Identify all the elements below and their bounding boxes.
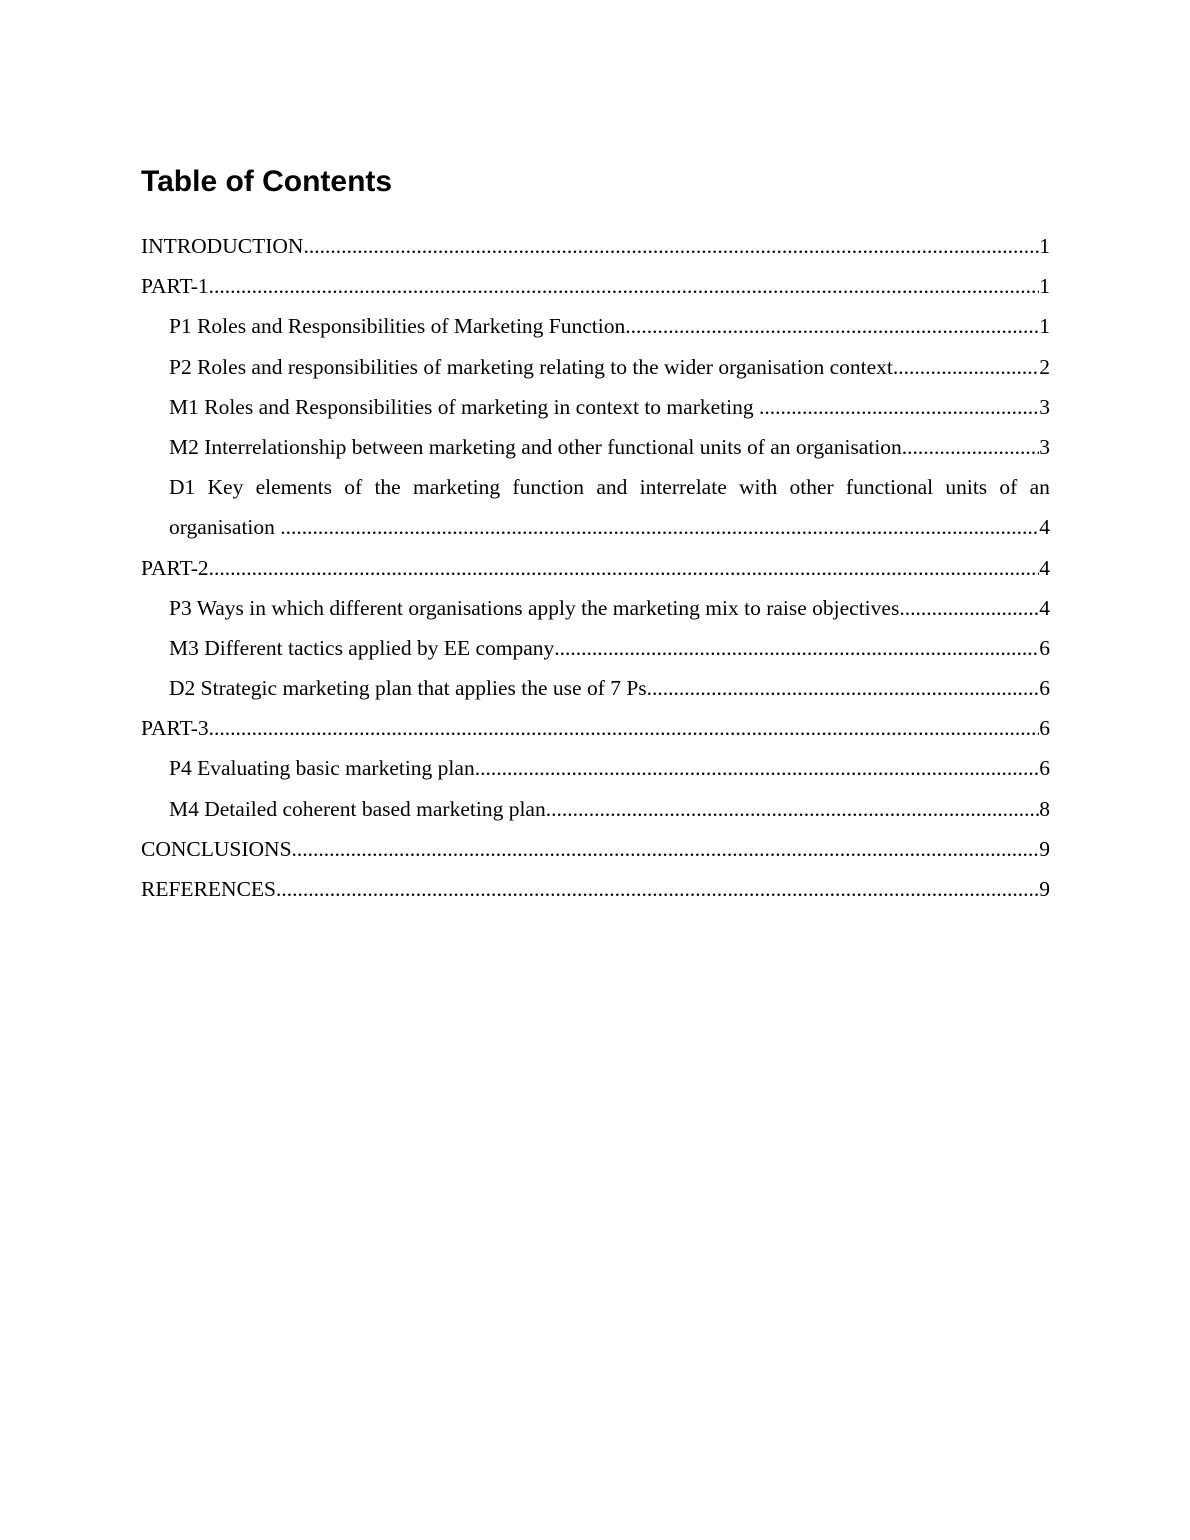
toc-dot-leader <box>280 507 1039 547</box>
toc-entry-conclusions[interactable] <box>141 829 1050 869</box>
toc-dot-leader <box>209 266 1040 306</box>
toc-entry-label: P3 Ways in which different organisations apply the marketing mix to raise objectives <box>169 595 900 620</box>
toc-page-number: 1 <box>1039 234 1050 258</box>
toc-entry-m2[interactable] <box>169 427 1050 467</box>
toc-dot-leader <box>899 588 1039 628</box>
toc-entry-m3[interactable] <box>169 628 1050 668</box>
toc-page-number: 3 <box>1039 394 1050 419</box>
toc-page-number: 6 <box>1039 716 1050 741</box>
toc-entry-label: M1 Roles and Responsibilities of marketing in context to marketing <box>169 394 759 419</box>
toc-entry-label: PART-3 <box>141 716 209 741</box>
toc-dot-leader <box>209 708 1040 748</box>
toc-dot-leader <box>647 668 1040 708</box>
toc-dot-leader <box>625 306 1039 346</box>
toc-list <box>141 226 1050 909</box>
toc-page-number: 3 <box>1039 434 1050 459</box>
toc-dot-leader <box>475 748 1040 788</box>
toc-entry-p1[interactable] <box>169 306 1050 346</box>
toc-title: Table of Contents <box>141 165 393 198</box>
toc-entry-label: M3 Different tactics applied by EE company <box>169 635 555 660</box>
toc-entry-references[interactable] <box>141 869 1050 909</box>
toc-entry-p2[interactable] <box>169 347 1050 387</box>
toc-page-number: 6 <box>1039 676 1050 701</box>
toc-entry-part-3[interactable] <box>141 708 1050 748</box>
toc-dot-leader <box>546 789 1040 829</box>
toc-entry-label: P1 Roles and Responsibilities of Marketing Function <box>169 314 626 339</box>
toc-page-number: 4 <box>1039 595 1050 620</box>
toc-dot-leader <box>893 347 1039 387</box>
toc-page-number: 9 <box>1039 836 1050 861</box>
toc-entry-label: M2 Interrelationship between marketing and other functional units of an organisation <box>169 434 902 459</box>
toc-entry-label: PART-2 <box>141 555 209 580</box>
toc-dot-leader <box>303 226 1039 266</box>
toc-dot-leader <box>902 427 1039 467</box>
toc-entry-part-1[interactable] <box>141 266 1050 306</box>
toc-page-number: 6 <box>1039 635 1050 660</box>
toc-dot-leader <box>292 829 1040 869</box>
toc-entry-p3[interactable] <box>169 588 1050 628</box>
toc-entry-label: INTRODUCTION <box>141 234 304 258</box>
toc-entry-label: P4 Evaluating basic marketing plan <box>169 756 475 781</box>
toc-entry-d1[interactable] <box>169 467 1050 547</box>
toc-dot-leader <box>759 387 1039 427</box>
toc-page-number: 9 <box>1039 877 1050 901</box>
toc-entry-label: REFERENCES <box>141 877 276 901</box>
toc-entry-label: PART-1 <box>141 274 209 299</box>
toc-entry-p4[interactable] <box>169 748 1050 788</box>
toc-dot-leader <box>276 869 1039 909</box>
toc-entry-m4[interactable] <box>169 789 1050 829</box>
toc-page-number: 2 <box>1039 354 1050 379</box>
toc-page-number: 1 <box>1039 274 1050 299</box>
toc-entry-label: P2 Roles and responsibilities of marketing relating to the wider organisation context <box>169 354 893 379</box>
toc-entry-introduction[interactable] <box>141 226 1050 266</box>
toc-entry-label: organisation <box>169 515 281 540</box>
toc-page-number: 4 <box>1039 515 1050 540</box>
toc-page-number: 8 <box>1039 796 1050 821</box>
toc-entry-label: M4 Detailed coherent based marketing plan <box>169 796 546 821</box>
toc-dot-leader <box>209 548 1040 588</box>
toc-dot-leader <box>554 628 1039 668</box>
toc-page-number: 4 <box>1039 555 1050 580</box>
toc-entry-label: D2 Strategic marketing plan that applies the use of 7 Ps <box>169 676 647 701</box>
toc-entry-label: CONCLUSIONS <box>141 836 292 861</box>
toc-entry-label-line-1: D1 Key elements of the marketing function and interrelate with other functional units of an <box>169 475 1050 500</box>
toc-page-number: 6 <box>1039 756 1050 781</box>
toc-entry-d2[interactable] <box>169 668 1050 708</box>
toc-entry-part-2[interactable] <box>141 548 1050 588</box>
toc-entry-m1[interactable] <box>169 387 1050 427</box>
toc-page-number: 1 <box>1039 314 1050 339</box>
